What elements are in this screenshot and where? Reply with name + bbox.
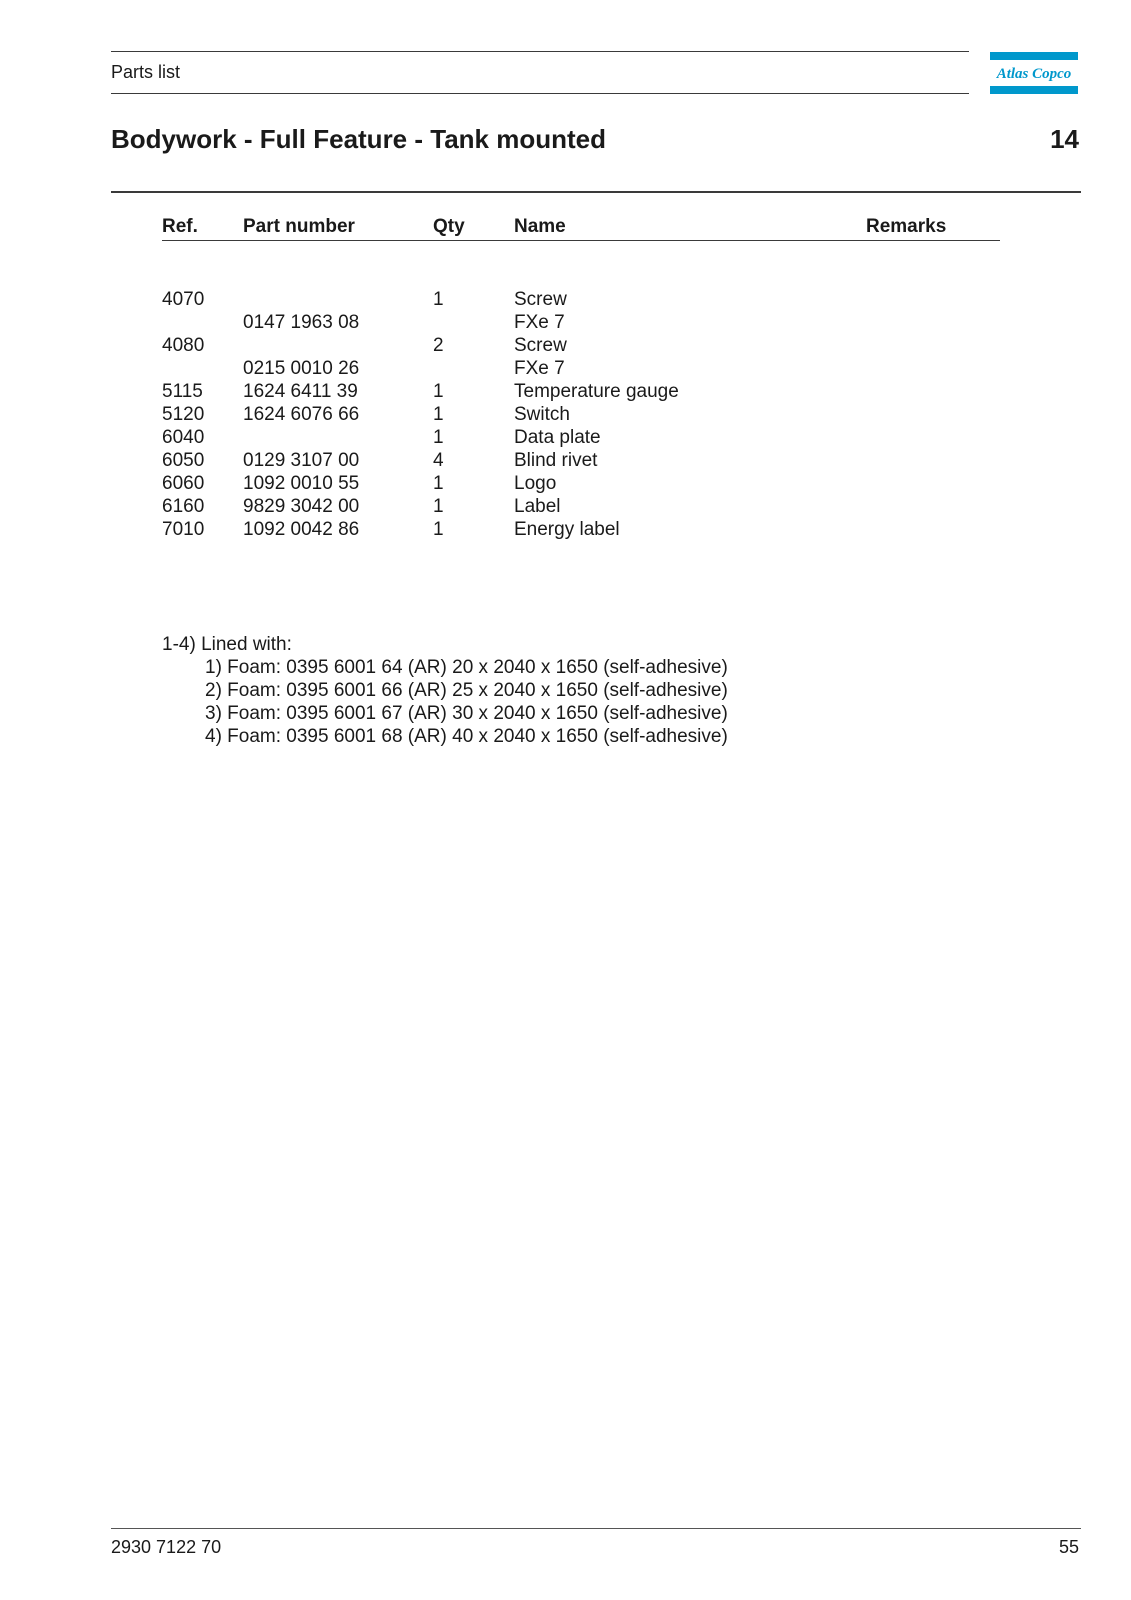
cell-ref: [162, 357, 243, 380]
cell-part-number: 1092 0042 86: [243, 519, 360, 540]
cell-qty: 1: [433, 473, 444, 494]
cell-qty: 1: [433, 496, 444, 517]
column-header-ref: Ref.: [162, 216, 198, 237]
cell-name: Switch: [514, 404, 570, 425]
lining-notes: [162, 633, 728, 748]
cell-part-number: 1624 6076 66: [243, 404, 360, 425]
cell-name: Logo: [514, 473, 557, 494]
column-header-qty: Qty: [433, 216, 465, 237]
cell-part-number: 0129 3107 00: [243, 450, 360, 471]
cell-qty: 4: [433, 450, 444, 471]
cell-part-number: 0215 0010 26: [243, 358, 360, 379]
table-row: [162, 380, 866, 403]
notes-intro: 1-4) Lined with:: [162, 634, 292, 655]
cell-name: Label: [514, 496, 561, 517]
footer-rule: [111, 1528, 1081, 1529]
table-row: [162, 357, 866, 380]
cell-ref: 5120: [162, 404, 205, 425]
table-row: [162, 472, 866, 495]
note-item: 2) Foam: 0395 6001 66 (AR) 25 x 2040 x 1650 (self-adhesive): [205, 680, 728, 701]
table-header-rule: [162, 240, 1000, 241]
table-row: [162, 288, 866, 311]
logo-text: Atlas Copco: [996, 66, 1072, 82]
table-row: [162, 311, 866, 334]
cell-ref: 6060: [162, 473, 205, 494]
cell-name: FXe 7: [514, 358, 565, 379]
header-top-rule: [111, 51, 969, 52]
title-rule: [111, 191, 1081, 193]
cell-part-number: [243, 288, 433, 311]
parts-table: [162, 288, 866, 541]
cell-ref: 6050: [162, 450, 205, 471]
atlas-copco-logo: [990, 52, 1078, 94]
cell-ref: 4080: [162, 335, 205, 356]
cell-qty: 1: [433, 381, 444, 402]
cell-qty: [433, 357, 514, 380]
table-row: [162, 449, 866, 472]
column-header-remarks: Remarks: [866, 216, 947, 237]
cell-qty: 1: [433, 427, 444, 448]
cell-part-number: 0147 1963 08: [243, 312, 360, 333]
cell-qty: 1: [433, 519, 444, 540]
cell-qty: 2: [433, 335, 444, 356]
table-row: [162, 518, 866, 541]
table-row: [162, 334, 866, 357]
cell-part-number: [243, 334, 433, 357]
cell-name: Temperature gauge: [514, 381, 679, 402]
page-title: Bodywork - Full Feature - Tank mounted: [111, 124, 606, 154]
note-item: 3) Foam: 0395 6001 67 (AR) 30 x 2040 x 1650 (self-adhesive): [205, 703, 728, 724]
column-header-part-number: Part number: [243, 216, 355, 237]
column-header-name: Name: [514, 216, 566, 237]
cell-part-number: 1624 6411 39: [243, 381, 358, 402]
cell-name: Data plate: [514, 427, 601, 448]
cell-name: FXe 7: [514, 312, 565, 333]
note-item: 1) Foam: 0395 6001 64 (AR) 20 x 2040 x 1650 (self-adhesive): [205, 657, 728, 678]
cell-qty: 1: [433, 404, 444, 425]
cell-ref: 5115: [162, 381, 203, 402]
cell-ref: 6160: [162, 496, 205, 517]
section-number: 14: [1050, 124, 1079, 154]
cell-part-number: 9829 3042 00: [243, 496, 360, 517]
page-number: 55: [1058, 1537, 1079, 1557]
header-section-label: Parts list: [111, 62, 181, 82]
table-row: [162, 403, 866, 426]
table-row: [162, 426, 866, 449]
cell-ref: 4070: [162, 289, 205, 310]
cell-name: Energy label: [514, 519, 620, 540]
note-item: 4) Foam: 0395 6001 68 (AR) 40 x 2040 x 1650 (self-adhesive): [205, 726, 728, 747]
cell-name: Screw: [514, 289, 567, 310]
cell-qty: 1: [433, 289, 444, 310]
document-number: 2930 7122 70: [111, 1537, 222, 1557]
cell-part-number: 1092 0010 55: [243, 473, 360, 494]
cell-part-number: [243, 426, 433, 449]
cell-name: Screw: [514, 335, 567, 356]
cell-ref: [162, 311, 243, 334]
cell-ref: 7010: [162, 519, 205, 540]
table-row: [162, 495, 866, 518]
cell-qty: [433, 311, 514, 334]
cell-ref: 6040: [162, 427, 205, 448]
header-bottom-rule: [111, 93, 969, 94]
cell-name: Blind rivet: [514, 450, 598, 471]
